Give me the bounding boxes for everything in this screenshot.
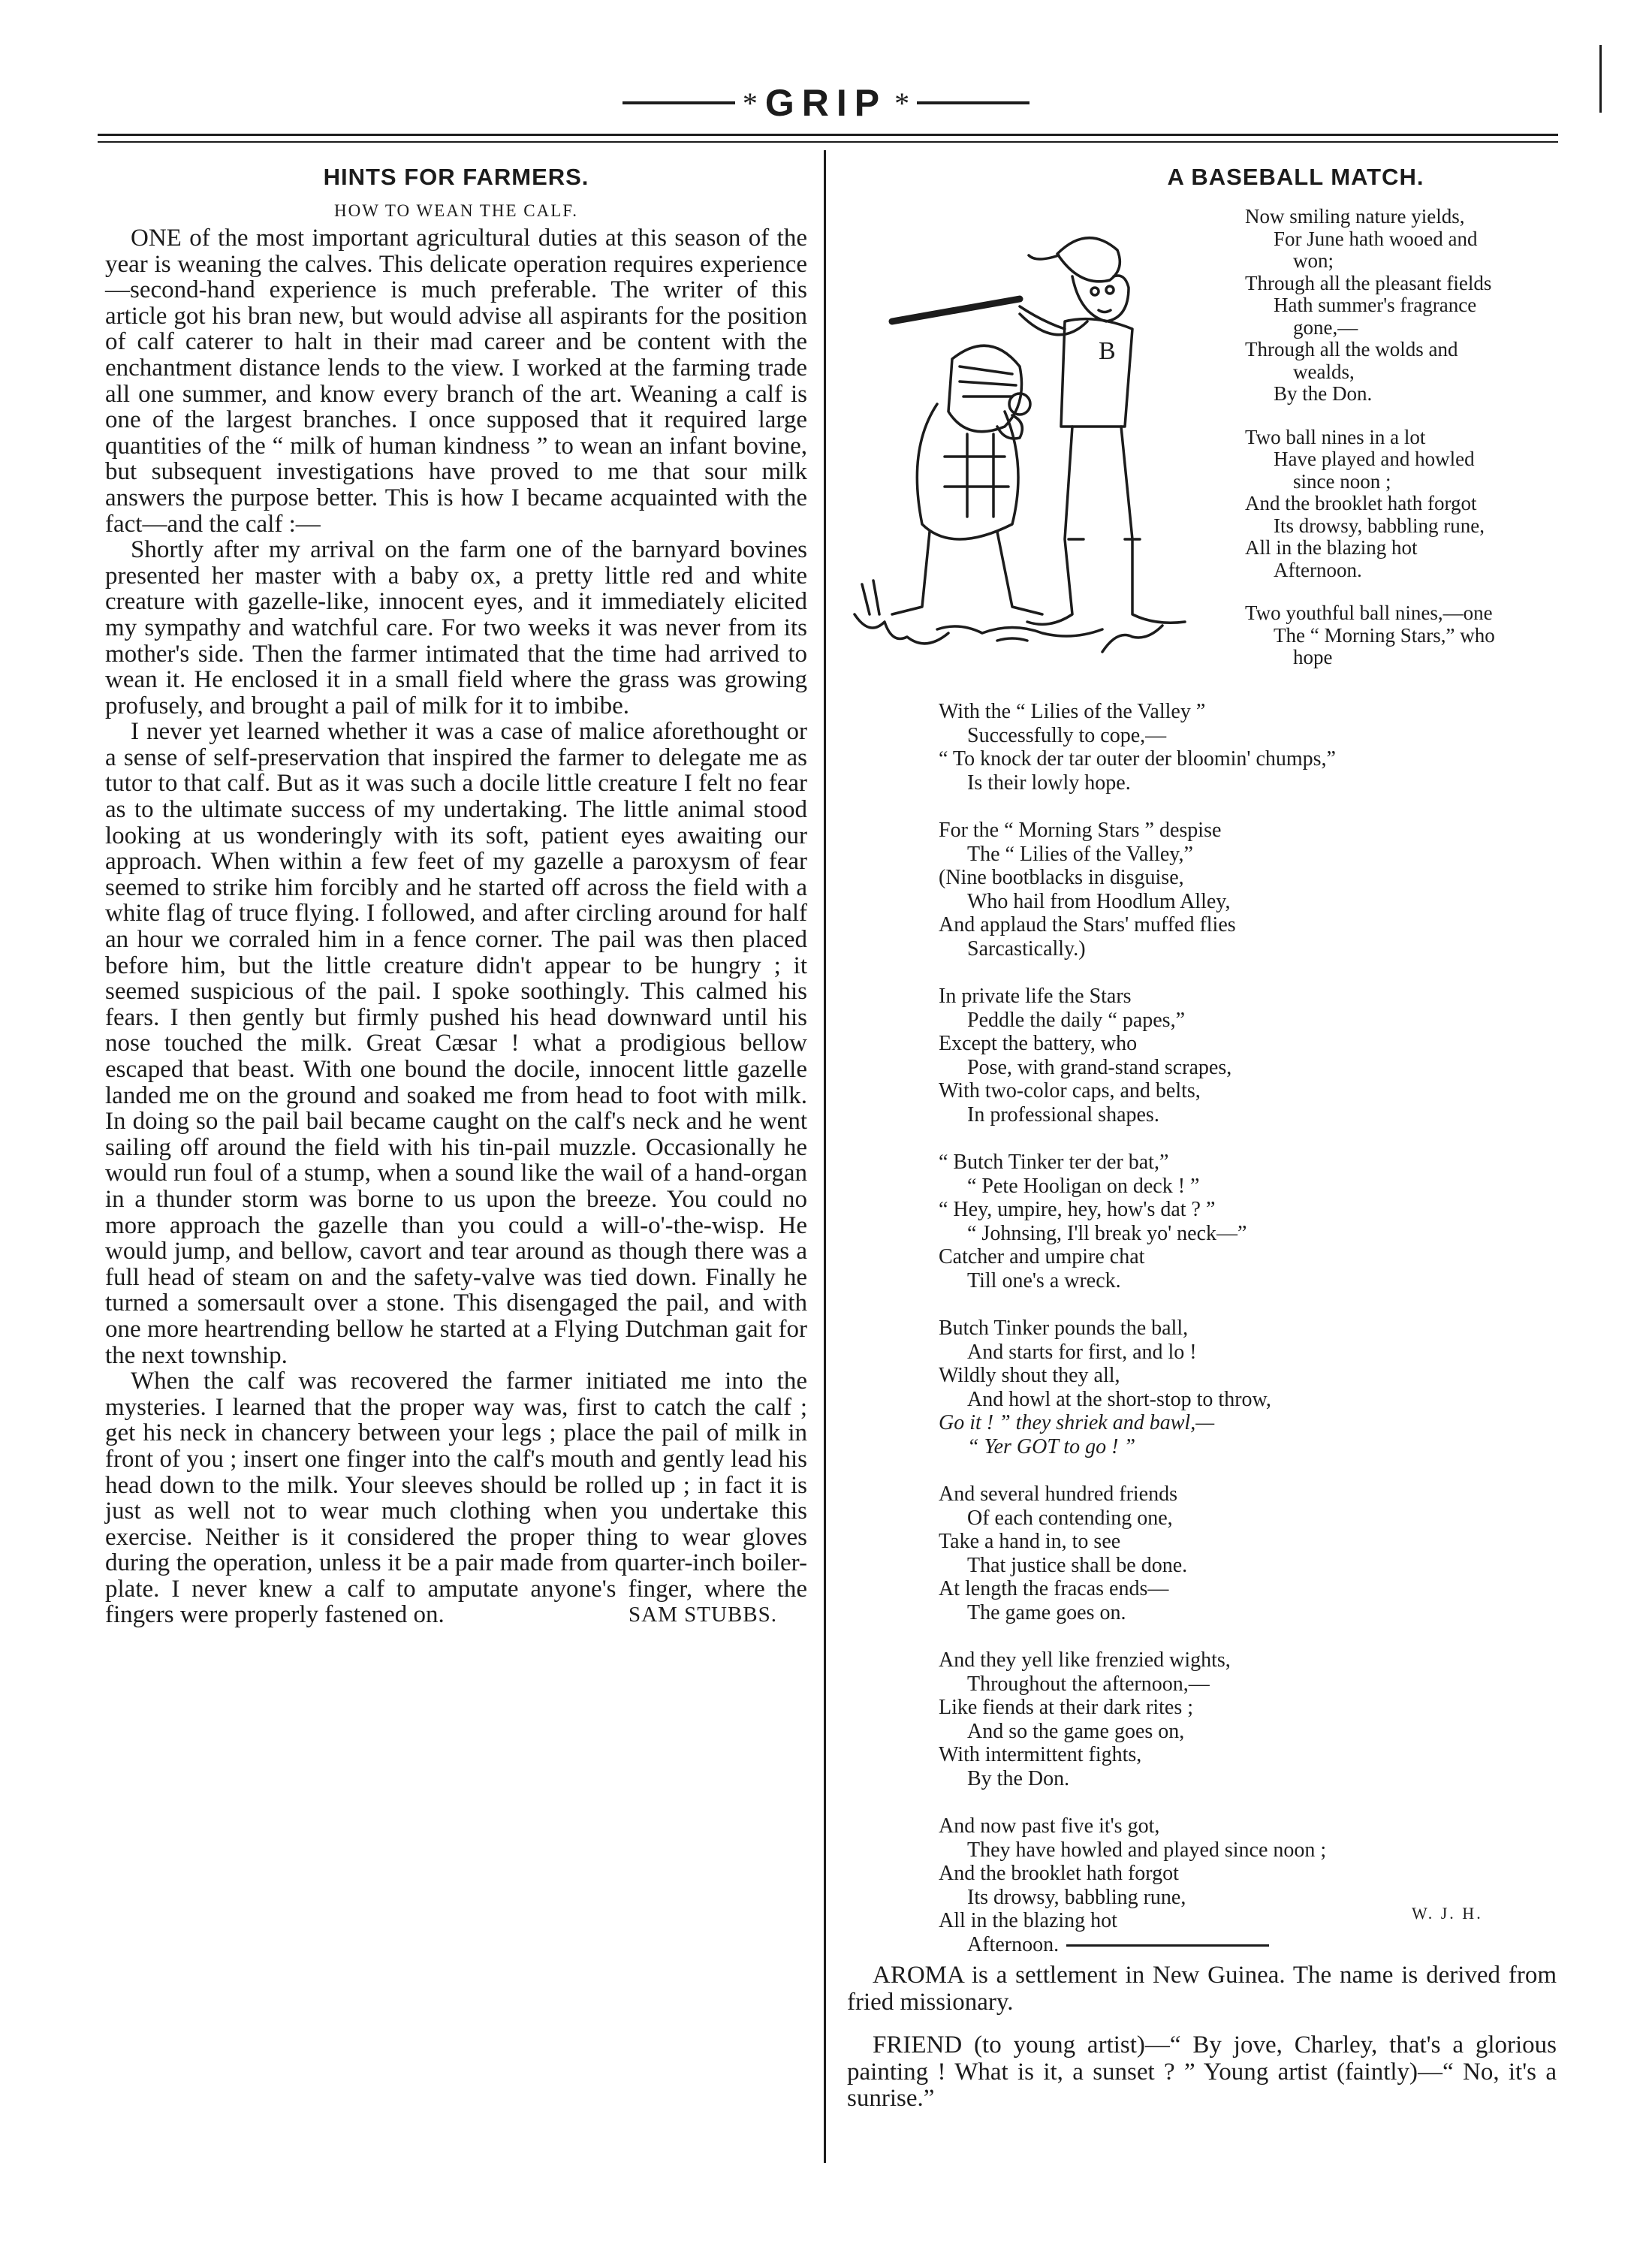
poem-line: All in the blazing hot <box>939 1909 1117 1932</box>
poem-stanza <box>939 1151 1509 1292</box>
article-title: HINTS FOR FARMERS. <box>323 164 589 190</box>
poem-line: Peddle the daily “ papes,” <box>967 1008 1186 1032</box>
short-item: AROMA is a settlement in New Guinea. The name is derived from fried missionary. <box>847 1962 1557 2016</box>
poem-line: hope <box>1293 646 1333 668</box>
poem-line: And several hundred friends <box>939 1482 1178 1506</box>
column-divider <box>824 150 826 2163</box>
poem-line: Now smiling nature yields, <box>1245 205 1465 228</box>
poem-line: The “ Morning Stars,” who <box>1274 623 1495 647</box>
poem-line: That justice shall be done. <box>967 1553 1188 1577</box>
poem-line: By the Don. <box>1274 382 1373 405</box>
short-items <box>847 1962 1557 2129</box>
poem-line: For June hath wooed and <box>1274 227 1478 250</box>
poem-line: Who hail from Hoodlum Alley, <box>967 889 1231 913</box>
poem-stanza <box>939 819 1509 961</box>
poem-stanza <box>1245 206 1560 406</box>
masthead-star-left: * <box>742 86 758 120</box>
poem-initials: W. J. H. <box>1412 1904 1483 1923</box>
article-paragraph: When the calf was recovered the farmer initiated me into the mysteries. I learned that the proper way was, first to catch the calf ; get his neck in chancery between your legs ; place the pail of milk in front of you ; insert one finger into the calf's mouth and gently lead his head down to the milk. Your sleeves should be rolled up ; in fact it is just as well not to wear much clothing when you undertake this exercise. Neither is it considered the proper thing to wear gloves during the operation, unless it be a pair made from quarter-inch boiler-plate. I never knew a calf to amputate anyone's finger, where the fingers were properly fastened on. <box>105 1368 807 1629</box>
poem-line: And now past five it's got, <box>939 1814 1160 1838</box>
header-rule-thick <box>98 134 1558 136</box>
article-paragraph: I never yet learned whether it was a case of malice aforethought or a sense of self-preservation that inspired the farmer to delegate me as tutor to that calf. But as it was such a docile little creature I felt no fear as to the ultimate success of my undertaking. The little animal stood looking at us wonderingly with its soft, patient eyes awaiting our approach. When within a few feet of my gazelle a paroxysm of fear seemed to strike him forcibly and he started off across the field with a white flag of truce flying. I followed, and after circling around for half an hour we corraled him in a fence corner. The pail was then placed before him, but the little creature didn't appear to be hungry ; it seemed suspicious of the pail. I spoke soothingly. This calmed his fears. I then gently but firmly pushed his head downward until his nose touched the milk. Great Cæsar ! what a prodigious bellow escaped that beast. With one bound the docile, innocent little gazelle landed me on the ground and soaked me from head to foot with milk. In doing so the pail bail became caught on the calf's neck and he went sailing off around the field with his tin-pail muzzle. Occasionally he would run foul of a stump, when a sound like the wail of a hand-organ in a thunder storm was borne to us upon the breeze. You could no more approach the gazelle than you could a will-o'-the-wisp. He would jump, and bellow, cavort and tear around as though there was a full head of steam on and the safety-valve was tied down. Finally he turned a somersault over a stone. This disengaged the pail, and with one more heartrending bellow he started at a Flying Dutchman gait for the next township. <box>105 718 807 1369</box>
poem-line: And they yell like frenzied wights, <box>939 1648 1231 1672</box>
poem-line: “ Yer GOT to go ! ” <box>967 1434 1136 1458</box>
poem-line: Its drowsy, babbling rune, <box>967 1885 1186 1909</box>
poem-line: since noon ; <box>1293 469 1391 493</box>
poem-line: All in the blazing hot <box>1245 536 1418 559</box>
poem-line: And the brooklet hath forgot <box>939 1862 1179 1885</box>
poem-opening <box>1245 206 1560 690</box>
poem-line: Throughout the afternoon,— <box>967 1672 1210 1696</box>
poem-line: Except the battery, who <box>939 1032 1138 1055</box>
poem-line: Have played and howled <box>1274 448 1475 470</box>
poem-line: Afternoon. <box>1274 558 1362 581</box>
masthead-left-rule <box>623 101 735 104</box>
poem-line: The “ Lilies of the Valley,” <box>967 842 1193 866</box>
poem-line: wealds, <box>1293 360 1355 383</box>
poem-line: They have howled and played since noon ; <box>967 1838 1327 1862</box>
poem-line: And starts for first, and lo ! <box>967 1340 1197 1364</box>
poem-line: Like fiends at their dark rites ; <box>939 1696 1193 1719</box>
poem-stanza <box>1245 602 1560 669</box>
poem-line: “ Hey, umpire, hey, how's dat ? ” <box>939 1198 1216 1221</box>
poem-line: won; <box>1293 249 1334 272</box>
poem-stanza <box>1245 427 1560 582</box>
jersey-letter: B <box>1099 337 1116 365</box>
poem-line: Hath summer's fragrance <box>1274 294 1477 316</box>
poem-stanza <box>939 1648 1509 1790</box>
section-divider <box>1066 1944 1269 1947</box>
poem-line: Through all the wolds and <box>1245 338 1458 360</box>
poem-line: And applaud the Stars' muffed flies <box>939 913 1236 937</box>
masthead-star-right: * <box>894 86 910 120</box>
poem-body <box>939 700 1509 1980</box>
poem-stanza <box>939 1814 1509 1956</box>
poem-line: Its drowsy, babbling rune, <box>1274 514 1485 537</box>
short-item: FRIEND (to young artist)—“ By jove, Charley, that's a glorious painting ! What is it, a sunset ? ” Young artist (faintly)—“ No, it's a sunrise.” <box>847 2031 1557 2112</box>
article-paragraph: Shortly after my arrival on the farm one of the barnyard bovines presented her master with a baby ox, a pretty little red and white creature with gazelle-like, innocent eyes, and it immediately elicited my sympathy and watchful care. For two weeks it was never from its mother's side. Then the farmer intimated that the time had arrived to wean it. He enclosed it in a small field where the grass was growing profusely, and brought a pail of milk for it to imbibe. <box>105 536 807 719</box>
poem-line: Catcher and umpire chat <box>939 1245 1145 1268</box>
poem-line: (Nine bootblacks in disguise, <box>939 866 1184 889</box>
poem-line: In professional shapes. <box>967 1102 1159 1127</box>
article-paragraph: ONE of the most important agricultural duties at this season of the year is weaning the calves. This delicate operation requires experience—second-hand experience is much preferable. The writer of this article got his bran new, but would advise all aspirants for the position of calf caterer to halt in their mad career and be content with the enchantment distance lends to the view. I worked at the farming trade all one summer, and know every branch of the art. Weaning a calf is one of the largest branches. I once supposed that it required large quantities of the “ milk of human kindness ” to wean an infant bovine, but subsequent investigations have proved to me that sour milk answers the purpose better. This is how I became acquainted with the fact—and the calf :— <box>105 225 807 538</box>
poem-line: “ Butch Tinker ter der bat,” <box>939 1151 1169 1174</box>
poem-line: With two-color caps, and belts, <box>939 1079 1201 1102</box>
poem-line: gone,— <box>1293 315 1358 339</box>
poem-line: Wildly shout they all, <box>939 1364 1120 1387</box>
poem-line: “ To knock der tar outer der bloomin' chumps,” <box>939 747 1336 771</box>
poem-line: Two youthful ball nines,—one <box>1245 602 1493 624</box>
poem-stanza <box>939 1317 1509 1458</box>
poem-line: “ Johnsing, I'll break yo' neck—” <box>967 1221 1247 1245</box>
poem-stanza <box>939 985 1509 1127</box>
article-hints-for-farmers <box>105 164 807 1627</box>
poem-line: And howl at the short-stop to throw, <box>967 1387 1271 1411</box>
poem-line: Of each contending one, <box>967 1506 1173 1530</box>
poem-line: Butch Tinker pounds the ball, <box>939 1317 1189 1340</box>
article-signature: SAM STUBBS. <box>629 1603 777 1627</box>
baseball-illustration <box>847 209 1237 674</box>
poem-line: With the “ Lilies of the Valley ” <box>939 700 1206 723</box>
article-subtitle: HOW TO WEAN THE CALF. <box>334 201 578 220</box>
poem-line: With intermittent fights, <box>939 1743 1142 1766</box>
poem-line: Through all the pleasant fields <box>1245 271 1492 294</box>
poem-line: Take a hand in, to see <box>939 1530 1121 1553</box>
poem-line: The game goes on. <box>967 1600 1126 1624</box>
poem-line: Sarcastically.) <box>967 937 1086 961</box>
poem-line: Afternoon. <box>967 1932 1060 1956</box>
poem-stanza <box>939 700 1509 795</box>
poem-line: And the brooklet hath forgot <box>1245 492 1477 514</box>
masthead-title: GRIP <box>764 82 888 124</box>
header-rule-thin <box>98 141 1558 143</box>
masthead-right-rule <box>917 101 1029 104</box>
poem-line: Successfully to cope,— <box>967 723 1167 747</box>
poem-line: By the Don. <box>967 1766 1070 1790</box>
masthead <box>0 81 1652 126</box>
poem-line: At length the fracas ends— <box>939 1577 1169 1600</box>
poem-line: Is their lowly hope. <box>967 771 1131 795</box>
poem-line: Pose, with grand-stand scrapes, <box>967 1055 1232 1079</box>
poem-line: In private life the Stars <box>939 985 1132 1008</box>
poem-line: Till one's a wreck. <box>967 1268 1121 1292</box>
poem-line: And so the game goes on, <box>967 1719 1185 1743</box>
poem-line: Two ball nines in a lot <box>1245 425 1426 448</box>
poem-line: “ Pete Hooligan on deck ! ” <box>967 1174 1200 1198</box>
poem-line: For the “ Morning Stars ” despise <box>939 819 1222 842</box>
poem-title: A BASEBALL MATCH. <box>1167 164 1424 190</box>
poem-stanza <box>939 1482 1509 1624</box>
poem-line: Go it ! ” they shriek and bawl,— <box>939 1411 1215 1434</box>
